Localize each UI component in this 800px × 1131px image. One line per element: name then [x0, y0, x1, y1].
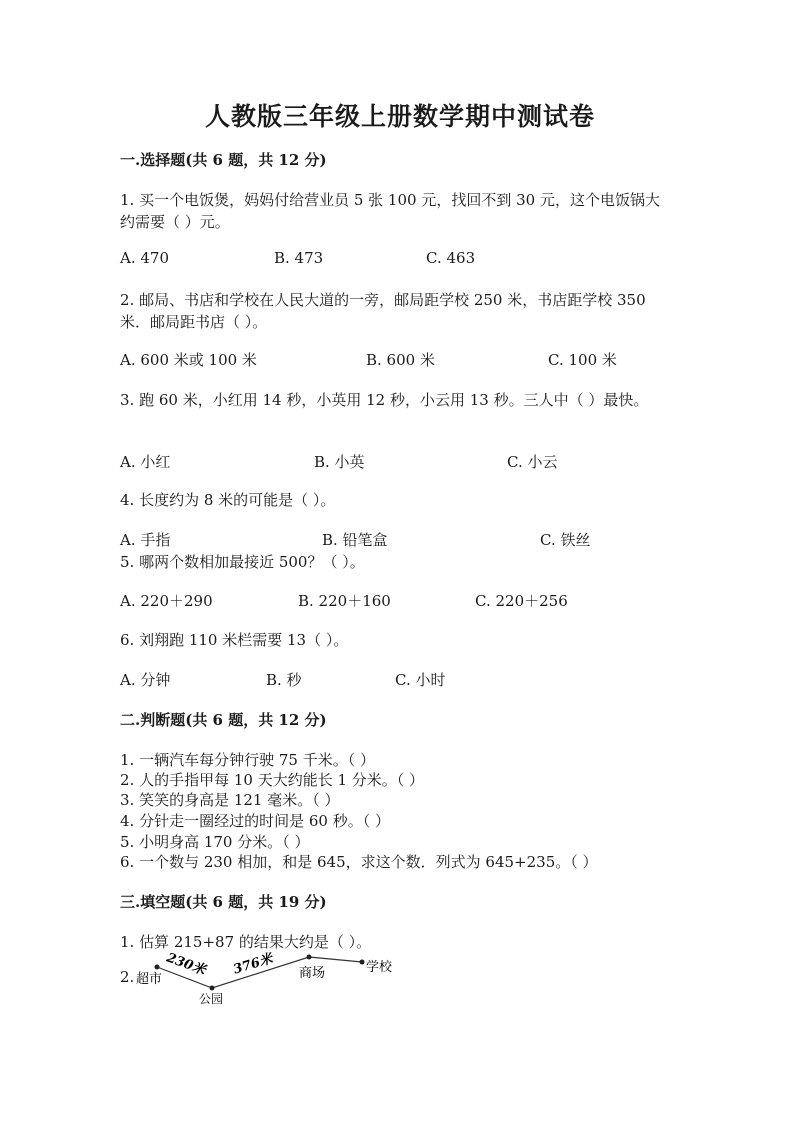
node-park — [210, 986, 215, 991]
question-6-option-b: B. 秒 — [266, 671, 302, 689]
question-1-option-b: B. 473 — [274, 249, 324, 267]
question-3-option-a: A. 小红 — [120, 453, 171, 471]
label-mall: 商场 — [299, 966, 326, 981]
question-5-option-c: C. 220＋256 — [475, 592, 568, 610]
node-mall — [307, 955, 312, 960]
question-6-option-c: C. 小时 — [395, 671, 446, 689]
judgment-item-3: 3. 笑笑的身高是 121 毫米。（ ） — [120, 791, 340, 809]
judgment-item-4: 4. 分针走一圈经过的时间是 60 秒。（ ） — [120, 812, 390, 830]
question-4-line-1: 4. 长度约为 8 米的可能是（ ）。 — [120, 491, 336, 509]
question-6-option-a: A. 分钟 — [120, 671, 171, 689]
question-2-option-b: B. 600 米 — [366, 351, 435, 369]
judgment-item-1: 1. 一辆汽车每分钟行驶 75 千米。（ ） — [120, 751, 375, 769]
question-1-option-c: C. 463 — [426, 249, 476, 267]
section-heading-judgment: 二.判断题(共 6 题，共 12 分) — [120, 711, 327, 729]
label-distance-376: 376米 — [231, 951, 275, 978]
question-6-line-1: 6. 刘翔跑 110 米栏需要 13（ ）。 — [120, 631, 349, 649]
question-1-line-1: 1. 买一个电饭煲，妈妈付给营业员 5 张 100 元，找回不到 30 元，这个电饭锅大 — [120, 191, 660, 209]
question-2-option-a: A. 600 米或 100 米 — [120, 351, 257, 369]
judgment-item-6: 6. 一个数与 230 相加，和是 645，求这个数．列式为 645+235。（ ） — [120, 853, 598, 871]
question-3-option-c: C. 小云 — [507, 453, 558, 471]
judgment-item-5: 5. 小明身高 170 分米。（ ） — [120, 833, 310, 851]
label-supermarket: 超市 — [136, 972, 163, 987]
question-5-line-1: 5. 哪两个数相加最接近 500？（ ）。 — [120, 553, 365, 571]
label-park: 公园 — [199, 992, 224, 1006]
judgment-item-2: 2. 人的手指甲每 10 天大约能长 1 分米。（ ） — [120, 771, 425, 789]
section-heading-fill-in: 三.填空题(共 6 题，共 19 分) — [120, 893, 327, 911]
question-4-option-a: A. 手指 — [120, 531, 171, 549]
section-heading-choice: 一.选择题(共 6 题，共 12 分) — [120, 151, 327, 169]
question-3-option-b: B. 小英 — [314, 453, 365, 471]
question-2-option-c: C. 100 米 — [548, 351, 617, 369]
question-3-line-1: 3. 跑 60 米，小红用 14 秒，小英用 12 秒，小云用 13 秒。三人中（ ）最快。 — [120, 391, 649, 409]
question-5-option-a: A. 220＋290 — [120, 592, 213, 610]
label-school: 学校 — [366, 960, 393, 975]
node-school — [360, 960, 365, 965]
question-2-line-2: 米．邮局距书店（ ）。 — [120, 313, 268, 331]
question-2-line-1: 2. 邮局、书店和学校在人民大道的一旁，邮局距学校 250 米，书店距学校 350 — [120, 291, 646, 309]
question-4-option-c: C. 铁丝 — [540, 531, 591, 549]
question-4-option-b: B. 铅笔盒 — [322, 531, 388, 549]
question-1-line-2: 约需要（ ）元。 — [120, 213, 230, 231]
node-supermarket — [155, 965, 160, 970]
label-distance-230: 230米 — [164, 950, 208, 979]
fill-item-1: 1. 估算 215+87 的结果大约是（ ）。 — [120, 933, 372, 951]
question-5-option-b: B. 220＋160 — [298, 592, 391, 610]
question-1-option-a: A. 470 — [120, 249, 169, 267]
page-title: 人教版三年级上册数学期中测试卷 — [204, 102, 595, 131]
fill-item-2-number: 2. — [120, 968, 135, 986]
